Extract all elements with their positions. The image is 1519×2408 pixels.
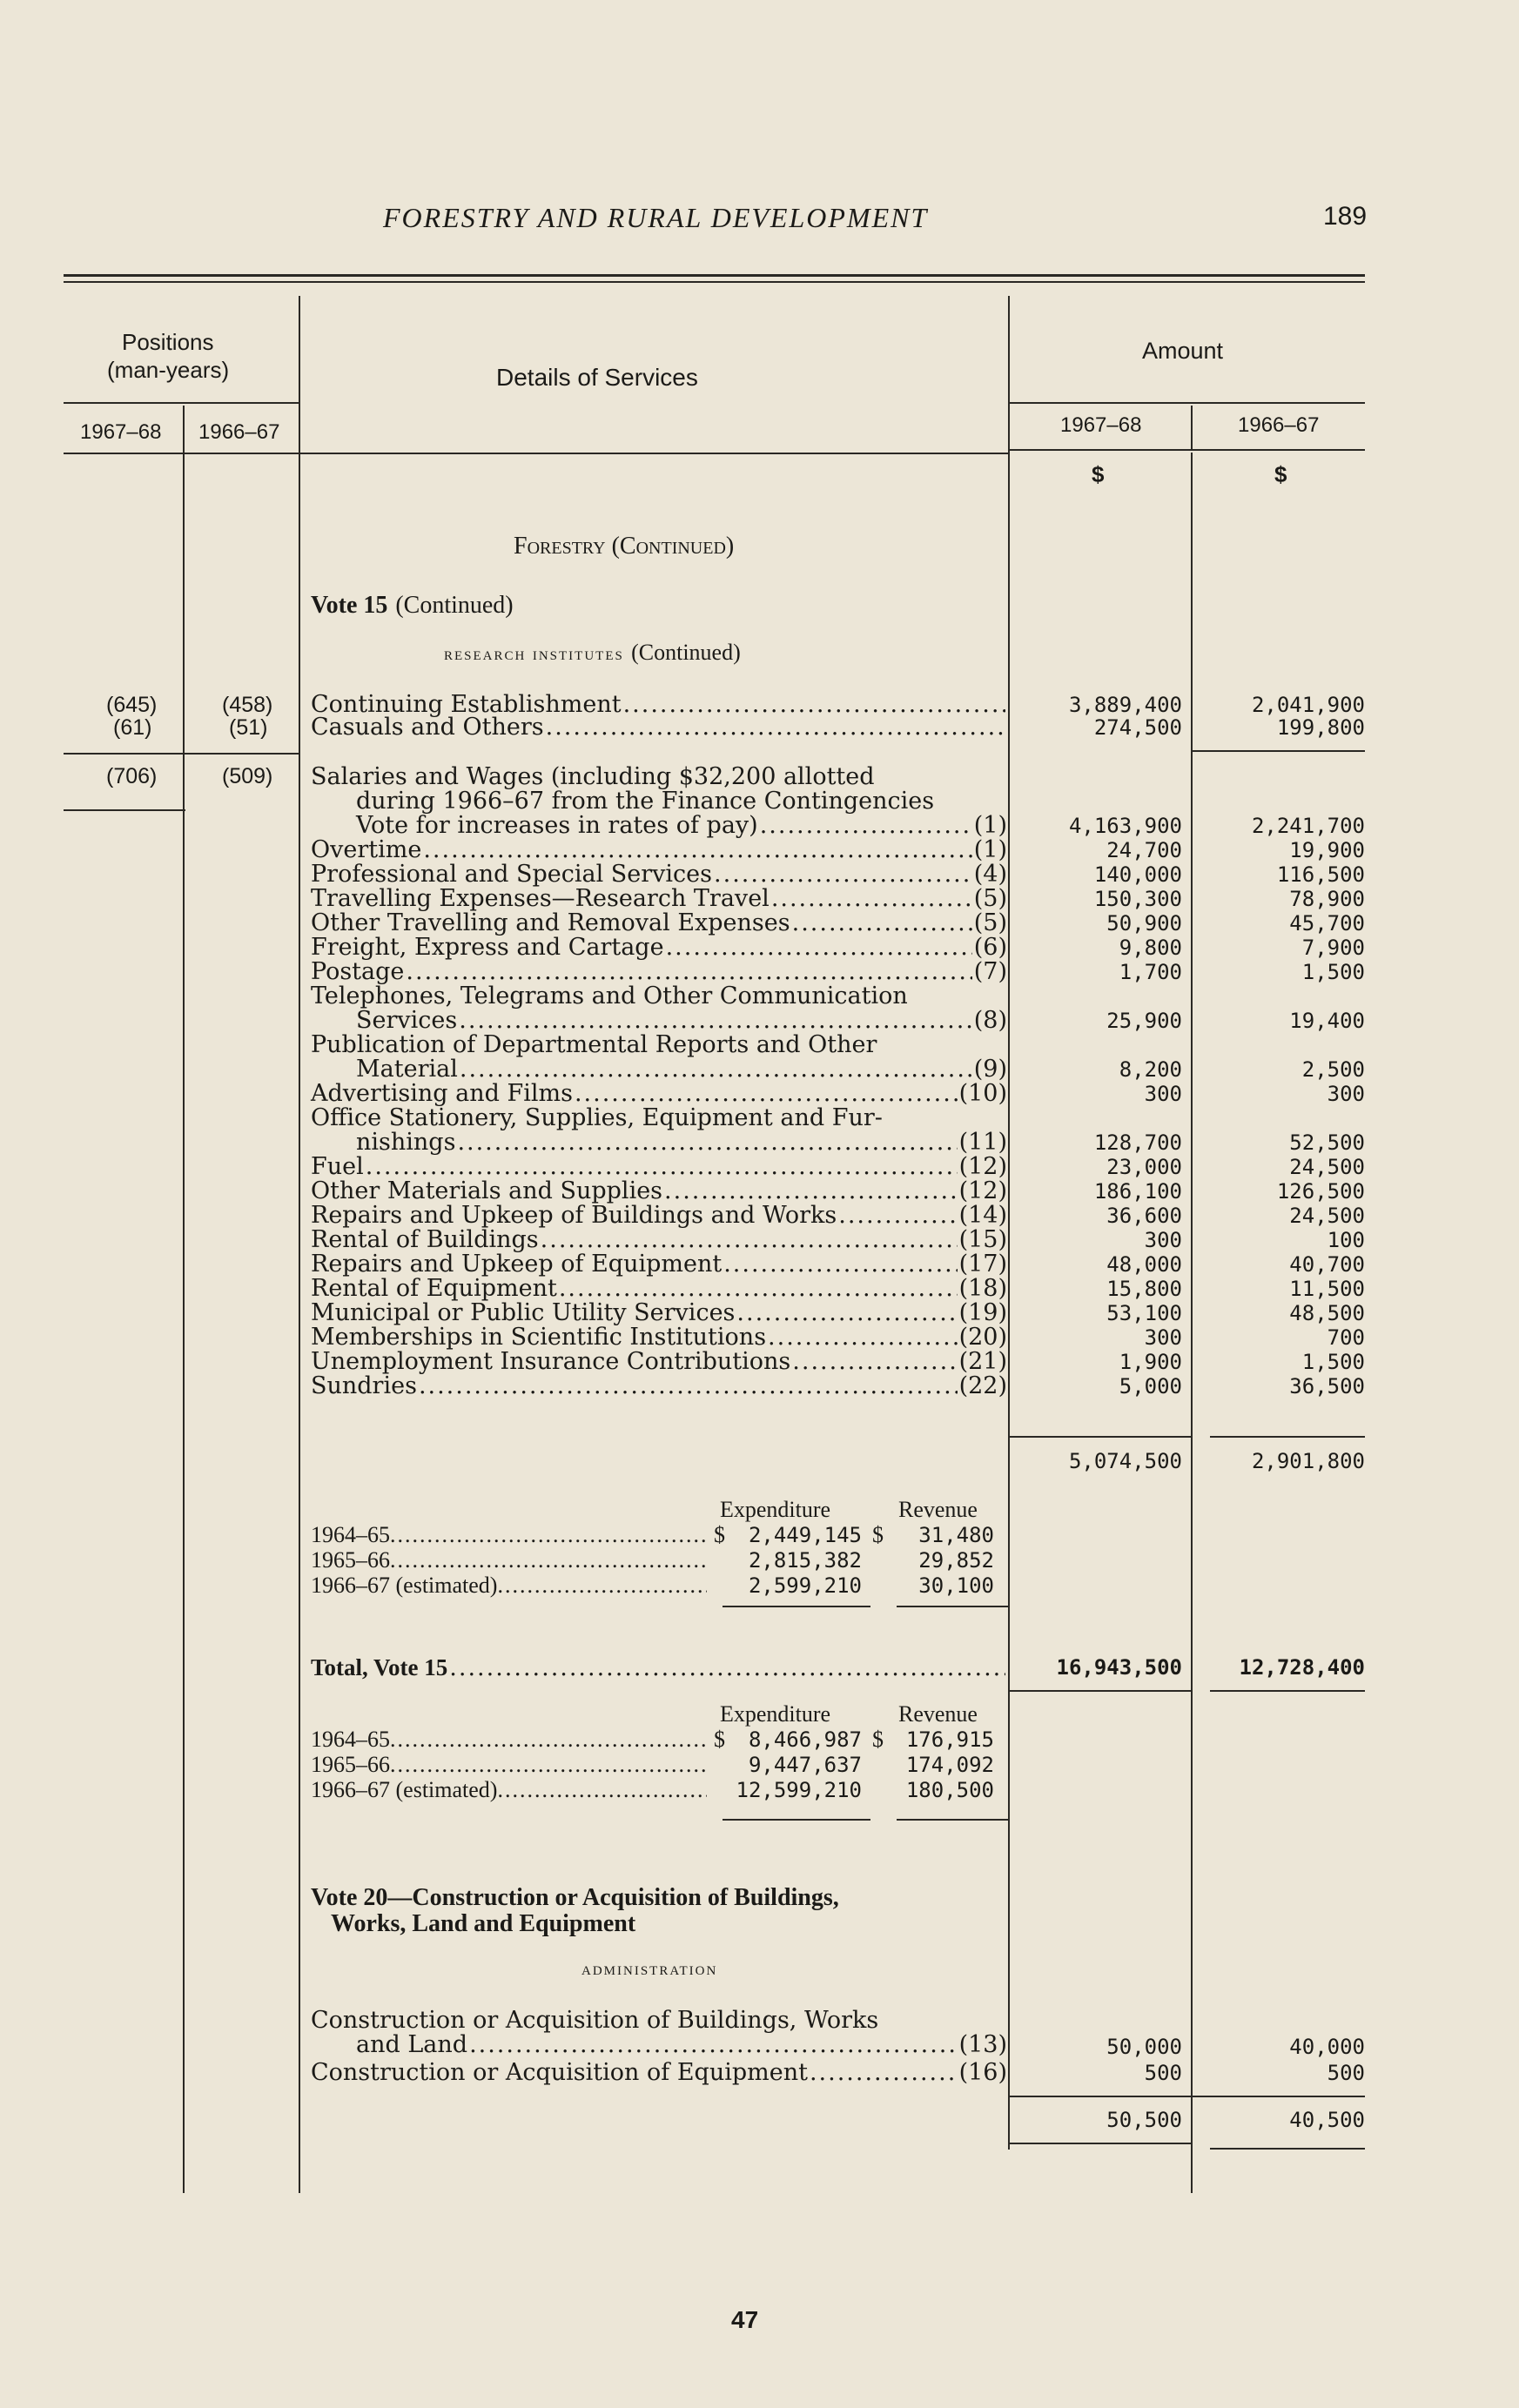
item-object-code: (7) xyxy=(973,958,1007,985)
positions-total-1966: (509) xyxy=(222,764,273,788)
item-amount-1966: 2,500 xyxy=(1301,1057,1365,1082)
item-label-line: Municipal or Public Utility Services xyxy=(311,1299,736,1326)
item-amount-1967: 1,900 xyxy=(1119,1350,1182,1374)
dot-leader xyxy=(723,1252,957,1277)
item-label-line: Repairs and Upkeep of Buildings and Works xyxy=(311,1202,837,1229)
vote-20-heading-1: Vote 20—Construction or Acquisition of Buildings, xyxy=(311,1884,839,1911)
summary1-row xyxy=(311,1573,994,1598)
vrule-pos-split xyxy=(183,453,185,2193)
details-header: Details of Services xyxy=(496,364,698,391)
establishment-pos-1966: (458) xyxy=(222,693,273,717)
header-bottom-rule-left xyxy=(64,453,1008,454)
dot-leader xyxy=(664,1179,958,1204)
summary2-rule-exp xyxy=(723,1819,870,1821)
vote-20-item-amount-1966: 40,000 xyxy=(1289,2035,1365,2059)
item-amount-1967: 5,000 xyxy=(1119,1374,1182,1399)
establishment-label: Casuals and Others xyxy=(311,714,544,741)
vote-15-label: Vote 15 xyxy=(311,592,388,619)
item-leader xyxy=(311,887,1007,911)
dot-leader xyxy=(497,1573,707,1599)
vote-15-total-rule-1 xyxy=(1008,1690,1191,1692)
item-row xyxy=(311,960,1007,984)
item-leader xyxy=(311,1082,1007,1106)
dot-leader xyxy=(390,1752,707,1778)
item-label-line: Material xyxy=(356,1056,458,1083)
item-row xyxy=(311,1155,1007,1179)
vote-20-item-label-line: Construction or Acquisition of Buildings, Works xyxy=(311,2007,879,2034)
item-amount-1967: 25,900 xyxy=(1106,1009,1182,1033)
item-row xyxy=(311,1325,1007,1350)
item-label-line: Publication of Departmental Reports and Other xyxy=(311,1031,877,1058)
top-rule xyxy=(64,274,1365,277)
item-row xyxy=(311,1252,1007,1277)
summary1-rule-exp xyxy=(723,1606,870,1607)
item-label-line: nishings xyxy=(356,1129,456,1156)
item-label-line: Office Stationery, Supplies, Equipment and Fur- xyxy=(311,1104,883,1131)
item-object-code: (1) xyxy=(973,812,1007,839)
item-row xyxy=(311,984,1007,1033)
summary1-revenue: 30,100 xyxy=(918,1573,994,1598)
item-amount-1967: 150,300 xyxy=(1093,887,1182,911)
vote-20-item-label-line: Construction or Acquisition of Equipment xyxy=(311,2059,808,2086)
items-total-1966: 2,901,800 xyxy=(1251,1449,1365,1473)
summary1-rev-currency: $ xyxy=(872,1522,884,1547)
dot-leader xyxy=(460,1057,972,1082)
item-row xyxy=(311,936,1007,960)
item-leader xyxy=(311,1057,1007,1082)
item-leader xyxy=(311,1130,1007,1155)
vote-15-cont: (Continued) xyxy=(395,592,514,619)
summary1-revenue: 31,480 xyxy=(918,1523,994,1547)
dot-leader xyxy=(459,1009,972,1033)
item-amount-1967: 23,000 xyxy=(1106,1155,1182,1179)
dot-leader xyxy=(575,1082,958,1106)
item-object-code: (18) xyxy=(958,1275,1007,1302)
vote-20-total-1966: 40,500 xyxy=(1289,2108,1365,2132)
page-number: 189 xyxy=(1323,202,1368,231)
item-label-line: Services xyxy=(356,1007,458,1034)
dot-leader xyxy=(838,1204,957,1228)
vote-15-total-1966: 12,728,400 xyxy=(1239,1655,1365,1680)
item-amount-1966: 11,500 xyxy=(1289,1277,1365,1301)
summary1-year-cell xyxy=(311,1547,707,1573)
summary2-year-cell xyxy=(311,1727,707,1753)
running-title: FORESTRY AND RURAL DEVELOPMENT xyxy=(383,202,929,233)
top-rule-2 xyxy=(64,281,1365,283)
item-row xyxy=(311,1204,1007,1228)
vote-20-total-rule-2 xyxy=(1191,2096,1365,2097)
amount-subrule xyxy=(1008,402,1365,404)
item-leader xyxy=(311,814,1007,838)
summary1-row xyxy=(311,1522,994,1547)
establishment-amount-1967: 274,500 xyxy=(1093,715,1182,740)
item-label-line: Telephones, Telegrams and Other Communication xyxy=(311,983,908,1009)
pos-1967-header: 1967–68 xyxy=(80,420,162,444)
summary2-year-cell xyxy=(311,1777,707,1803)
summary2-col-expenditure: Expenditure xyxy=(720,1701,831,1727)
item-object-code: (4) xyxy=(973,861,1007,888)
dot-leader xyxy=(666,936,972,960)
items-total-rule-1 xyxy=(1008,1436,1191,1438)
item-amount-1966: 116,500 xyxy=(1276,862,1365,887)
summary2-rev-currency: $ xyxy=(872,1727,884,1752)
establishment-amount-1966: 2,041,900 xyxy=(1251,693,1365,717)
vote-20-heading-2: Works, Land and Equipment xyxy=(331,1910,636,1937)
item-row xyxy=(311,1106,1007,1155)
item-label-line: Freight, Express and Cartage xyxy=(311,934,664,961)
dot-leader xyxy=(423,838,971,862)
item-leader xyxy=(311,1155,1007,1179)
item-amount-1967: 1,700 xyxy=(1119,960,1182,984)
item-label-line: Travelling Expenses—Research Travel xyxy=(311,885,770,912)
vote-15-heading xyxy=(311,590,514,620)
pos-1966-header: 1966–67 xyxy=(198,420,280,444)
dot-leader xyxy=(406,960,971,984)
item-amount-1967: 4,163,900 xyxy=(1068,814,1182,838)
item-leader xyxy=(311,1374,1007,1399)
vote-20-item-object-code: (16) xyxy=(958,2059,1007,2086)
summary1-revenue: 29,852 xyxy=(918,1548,994,1573)
dot-leader xyxy=(390,1522,707,1548)
item-object-code: (22) xyxy=(958,1372,1007,1399)
item-leader xyxy=(311,936,1007,960)
positions-total-1967: (706) xyxy=(106,764,158,788)
item-row xyxy=(311,1228,1007,1252)
items-total-1967: 5,074,500 xyxy=(1068,1449,1182,1473)
dot-leader xyxy=(792,1350,957,1374)
summary2-year: 1964–65 xyxy=(311,1727,390,1752)
item-row xyxy=(311,887,1007,911)
amt-1966-header: 1966–67 xyxy=(1238,413,1320,437)
vote-15-total-label: Total, Vote 15 xyxy=(311,1654,448,1680)
establishment-pos-1966: (51) xyxy=(229,715,268,740)
dot-leader xyxy=(714,862,972,887)
item-leader xyxy=(311,1204,1007,1228)
vote-20-item-amount-1967: 50,000 xyxy=(1106,2035,1182,2059)
item-amount-1967: 53,100 xyxy=(1106,1301,1182,1325)
item-row xyxy=(311,1179,1007,1204)
positions-total-rule xyxy=(64,753,299,755)
summary2-row xyxy=(311,1752,994,1777)
item-label-line: Vote for increases in rates of pay) xyxy=(356,812,758,839)
establishment-sum-rule xyxy=(1191,750,1365,752)
item-object-code: (8) xyxy=(973,1007,1007,1034)
positions-header: Positions xyxy=(122,329,214,355)
summary1-year-cell xyxy=(311,1522,707,1548)
item-amount-1967: 15,800 xyxy=(1106,1277,1182,1301)
item-leader xyxy=(311,862,1007,887)
item-label-line: during 1966–67 from the Finance Contingencies xyxy=(356,788,935,815)
vote-20-bottom-rule-2 xyxy=(1210,2148,1365,2150)
item-leader xyxy=(311,1179,1007,1204)
item-amount-1967: 128,700 xyxy=(1093,1130,1182,1155)
dot-leader xyxy=(546,715,1005,740)
currency-1966: $ xyxy=(1274,461,1287,487)
vote-20-total-1967: 50,500 xyxy=(1106,2108,1182,2132)
item-label-line: Rental of Buildings xyxy=(311,1226,539,1253)
items-total-rule-2 xyxy=(1210,1436,1365,1438)
vote-20-item-amount-1967: 500 xyxy=(1144,2061,1182,2085)
dot-leader xyxy=(390,1547,707,1573)
vote-20-item-amount-1966: 500 xyxy=(1327,2061,1365,2085)
item-amount-1966: 48,500 xyxy=(1289,1301,1365,1325)
establishment-amount-1966: 199,800 xyxy=(1276,715,1365,740)
item-label-line: Salaries and Wages (including $32,200 allotted xyxy=(311,763,875,790)
vote-20-item-label-line: and Land xyxy=(356,2031,468,2058)
item-row xyxy=(311,1350,1007,1374)
summary1-col-revenue: Revenue xyxy=(898,1497,978,1522)
item-label-line: Postage xyxy=(311,958,405,985)
item-object-code: (19) xyxy=(958,1299,1007,1326)
item-object-code: (12) xyxy=(958,1177,1007,1204)
amt-1967-header: 1967–68 xyxy=(1060,413,1142,437)
establishment-leader xyxy=(311,715,1007,740)
item-amount-1967: 300 xyxy=(1144,1228,1182,1252)
dot-leader xyxy=(390,1727,707,1753)
establishment-label: Continuing Establishment xyxy=(311,691,622,718)
summary2-year-cell xyxy=(311,1752,707,1778)
item-row xyxy=(311,1374,1007,1399)
dot-leader xyxy=(497,1777,707,1803)
item-label-line: Memberships in Scientific Institutions xyxy=(311,1324,767,1351)
item-amount-1967: 9,800 xyxy=(1119,936,1182,960)
item-amount-1967: 300 xyxy=(1144,1082,1182,1106)
establishment-pos-1967: (61) xyxy=(113,715,152,740)
summary2-expenditure: 12,599,210 xyxy=(736,1778,862,1802)
item-leader xyxy=(311,838,1007,862)
vote-20-item-leader xyxy=(311,2033,1007,2057)
item-row xyxy=(311,1277,1007,1301)
item-row xyxy=(311,862,1007,887)
summary2-expenditure: 9,447,637 xyxy=(748,1753,862,1777)
summary1-col-expenditure: Expenditure xyxy=(720,1497,831,1522)
item-row xyxy=(311,838,1007,862)
item-label-line: Other Travelling and Removal Expenses xyxy=(311,909,790,936)
dot-leader xyxy=(366,1155,958,1179)
item-amount-1966: 24,500 xyxy=(1289,1204,1365,1228)
vote-15-total-1967: 16,943,500 xyxy=(1056,1655,1182,1680)
summary2-row xyxy=(311,1727,994,1752)
summary1-exp-currency: $ xyxy=(714,1522,725,1547)
dot-leader xyxy=(559,1277,958,1301)
item-object-code: (5) xyxy=(973,885,1007,912)
item-amount-1966: 700 xyxy=(1327,1325,1365,1350)
dot-leader xyxy=(469,2033,958,2057)
item-label-line: Other Materials and Supplies xyxy=(311,1177,663,1204)
item-amount-1966: 52,500 xyxy=(1289,1130,1365,1155)
item-amount-1967: 50,900 xyxy=(1106,911,1182,936)
item-object-code: (9) xyxy=(973,1056,1007,1083)
summary2-revenue: 176,915 xyxy=(905,1727,994,1752)
summary1-year: 1966–67 (estimated) xyxy=(311,1573,498,1598)
dot-leader xyxy=(810,2061,958,2085)
item-leader xyxy=(311,1350,1007,1374)
item-object-code: (14) xyxy=(958,1202,1007,1229)
item-leader xyxy=(311,1252,1007,1277)
summary2-year: 1965–66 xyxy=(311,1752,390,1777)
vote-20-item-leader xyxy=(311,2061,1007,2085)
item-leader xyxy=(311,1301,1007,1325)
vote-20-item-object-code: (13) xyxy=(958,2031,1007,2058)
summary1-expenditure: 2,815,382 xyxy=(748,1548,862,1573)
item-label-line: Fuel xyxy=(311,1153,364,1180)
item-label-line: Repairs and Upkeep of Equipment xyxy=(311,1251,723,1278)
vote-15-total-rule-2 xyxy=(1210,1690,1365,1692)
summary2-exp-currency: $ xyxy=(714,1727,725,1752)
item-label-line: Professional and Special Services xyxy=(311,861,713,888)
item-label-line: Rental of Equipment xyxy=(311,1275,557,1302)
item-amount-1966: 300 xyxy=(1327,1082,1365,1106)
vote-20-subheading: administration xyxy=(581,1958,718,1979)
summary1-expenditure: 2,599,210 xyxy=(748,1573,862,1598)
item-leader xyxy=(311,1325,1007,1350)
item-object-code: (6) xyxy=(973,934,1007,961)
item-amount-1966: 24,500 xyxy=(1289,1155,1365,1179)
item-object-code: (1) xyxy=(973,836,1007,863)
research-subheading xyxy=(444,640,741,666)
item-leader xyxy=(311,1009,1007,1033)
item-object-code: (5) xyxy=(973,909,1007,936)
positions-subrule xyxy=(64,402,299,404)
summary2-year: 1966–67 (estimated) xyxy=(311,1777,498,1802)
item-amount-1966: 2,241,700 xyxy=(1251,814,1365,838)
summary1-expenditure: 2,449,145 xyxy=(748,1523,862,1547)
summary2-rule-rev xyxy=(897,1819,1010,1821)
item-object-code: (15) xyxy=(958,1226,1007,1253)
vrule-pos-split-top xyxy=(183,406,185,454)
item-amount-1966: 1,500 xyxy=(1301,1350,1365,1374)
dot-leader xyxy=(792,911,972,936)
expenditure-summary-2 xyxy=(311,1701,994,1802)
summary1-column-heads xyxy=(311,1497,994,1522)
item-leader xyxy=(311,1228,1007,1252)
forestry-heading: Forestry (Continued) xyxy=(514,533,735,560)
vote-20-bottom-rule-1 xyxy=(1008,2143,1191,2144)
vrule-positions xyxy=(299,296,300,2193)
item-row xyxy=(311,765,1007,838)
amount-header: Amount xyxy=(1142,338,1224,364)
item-amount-1967: 48,000 xyxy=(1106,1252,1182,1277)
vrule-amounts-top xyxy=(1191,406,1193,451)
establishment-row xyxy=(311,715,1007,740)
summary2-revenue: 174,092 xyxy=(905,1753,994,1777)
dot-leader xyxy=(623,693,1005,717)
header-bottom-rule-right xyxy=(1008,449,1365,451)
item-row xyxy=(311,1082,1007,1106)
item-amount-1966: 36,500 xyxy=(1289,1374,1365,1399)
summary2-column-heads xyxy=(311,1701,994,1727)
item-label-line: Overtime xyxy=(311,836,422,863)
dot-leader xyxy=(736,1301,957,1325)
item-object-code: (11) xyxy=(958,1129,1007,1156)
vote-20-total-rule-1 xyxy=(1008,2096,1191,2097)
research-cont: (Continued) xyxy=(631,640,741,665)
vote-15-total-row xyxy=(311,1655,1007,1680)
summary2-col-revenue: Revenue xyxy=(898,1701,978,1727)
summary1-row xyxy=(311,1547,994,1573)
expenditure-summary-1 xyxy=(311,1497,994,1598)
folio-number: 47 xyxy=(731,2306,759,2333)
item-object-code: (12) xyxy=(958,1153,1007,1180)
summary2-row xyxy=(311,1777,994,1802)
item-amount-1966: 1,500 xyxy=(1301,960,1365,984)
research-label: research institutes xyxy=(444,642,624,664)
vote-20-item-row xyxy=(311,2009,1007,2057)
item-amount-1967: 8,200 xyxy=(1119,1057,1182,1082)
item-amount-1966: 78,900 xyxy=(1289,887,1365,911)
item-amount-1966: 100 xyxy=(1327,1228,1365,1252)
summary1-year-cell xyxy=(311,1573,707,1599)
dot-leader xyxy=(541,1228,958,1252)
item-amount-1967: 300 xyxy=(1144,1325,1182,1350)
item-amount-1966: 126,500 xyxy=(1276,1179,1365,1204)
item-label-line: Sundries xyxy=(311,1372,417,1399)
item-object-code: (21) xyxy=(958,1348,1007,1375)
item-label-line: Advertising and Films xyxy=(311,1080,573,1107)
summary1-year: 1964–65 xyxy=(311,1522,390,1547)
item-amount-1967: 186,100 xyxy=(1093,1179,1182,1204)
dot-leader xyxy=(768,1325,958,1350)
dot-leader xyxy=(419,1374,958,1399)
summary1-year: 1965–66 xyxy=(311,1547,390,1573)
item-row xyxy=(311,1301,1007,1325)
dot-leader xyxy=(457,1130,957,1155)
item-amount-1966: 19,900 xyxy=(1289,838,1365,862)
item-amount-1967: 36,600 xyxy=(1106,1204,1182,1228)
item-row xyxy=(311,911,1007,936)
summary2-expenditure: 8,466,987 xyxy=(748,1727,862,1752)
vote-20-item-row xyxy=(311,2061,1007,2085)
establishment-amount-1967: 3,889,400 xyxy=(1068,693,1182,717)
establishment-pos-1967: (645) xyxy=(106,693,158,717)
dot-leader xyxy=(771,887,972,911)
item-row xyxy=(311,1033,1007,1082)
item-amount-1966: 40,700 xyxy=(1289,1252,1365,1277)
positions-subheader: (man-years) xyxy=(107,357,230,383)
item-amount-1966: 45,700 xyxy=(1289,911,1365,936)
summary2-revenue: 180,500 xyxy=(905,1778,994,1802)
item-leader xyxy=(311,960,1007,984)
positions-total-under-rule xyxy=(64,809,185,811)
item-amount-1967: 140,000 xyxy=(1093,862,1182,887)
item-label-line: Unemployment Insurance Contributions xyxy=(311,1348,791,1375)
item-object-code: (10) xyxy=(958,1080,1007,1107)
item-amount-1967: 24,700 xyxy=(1106,838,1182,862)
currency-1967: $ xyxy=(1092,461,1105,487)
item-object-code: (20) xyxy=(958,1324,1007,1351)
item-leader xyxy=(311,911,1007,936)
item-object-code: (17) xyxy=(958,1251,1007,1278)
item-amount-1966: 19,400 xyxy=(1289,1009,1365,1033)
item-leader xyxy=(311,1277,1007,1301)
dot-leader xyxy=(760,814,972,838)
summary1-rule-rev xyxy=(897,1606,1010,1607)
item-amount-1966: 7,900 xyxy=(1301,936,1365,960)
